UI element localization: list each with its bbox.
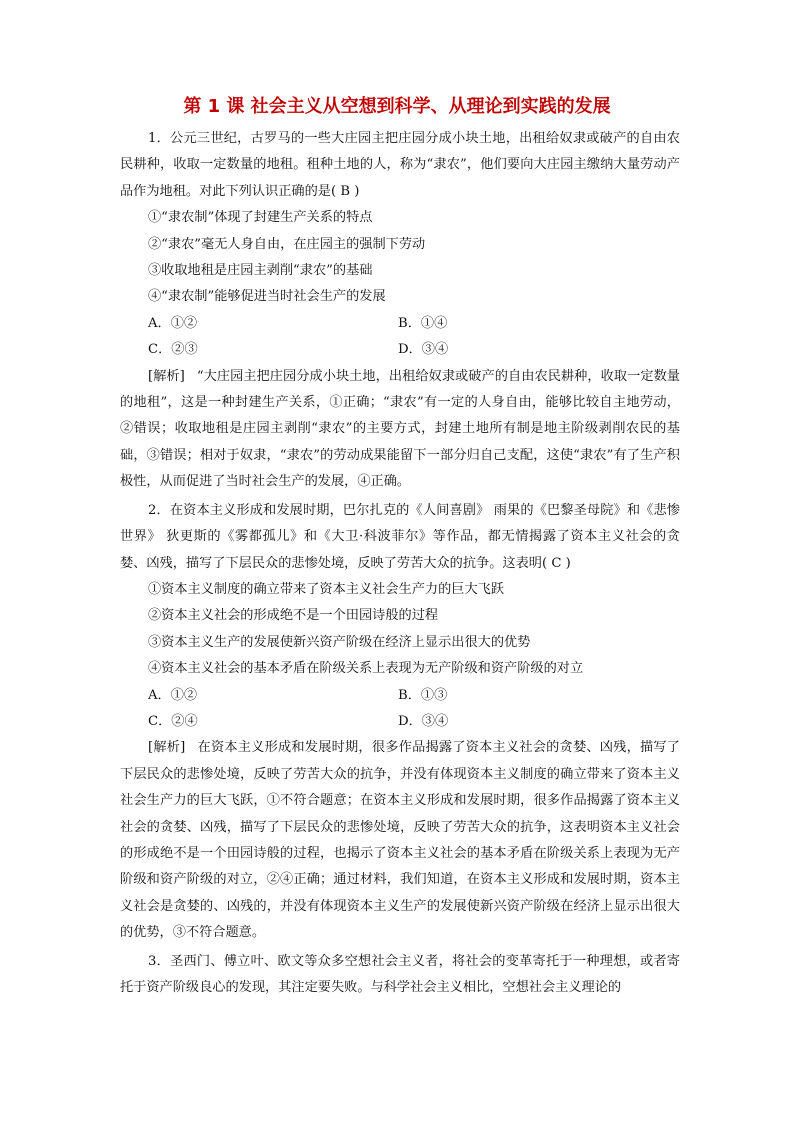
choice-d: D．③④ bbox=[398, 713, 449, 729]
choice-row bbox=[120, 683, 680, 709]
choice-row bbox=[120, 311, 680, 337]
choice-a: A．①② bbox=[148, 687, 198, 703]
explanation bbox=[120, 364, 680, 496]
question-stem: 2．在资本主义形成和发展时期，巴尔扎克的《人间喜剧》 雨果的《巴黎圣母院》和《悲惨世界》 狄更斯的《雾都孤儿》和《大卫·科波菲尔》等作品，都无情揭露了资本主义社会的贪婪、凶残，描写了下层民众的悲惨处境，反映了劳苦大众的抗争。这表明( C ) bbox=[120, 502, 680, 571]
choice-d: D．③④ bbox=[398, 342, 449, 358]
choice-b: B．①④ bbox=[398, 315, 448, 331]
statement-item: ②资本主义社会的形成绝不是一个田园诗般的过程 bbox=[148, 608, 439, 624]
question-3 bbox=[120, 949, 680, 1002]
statement-item: ③收取地租是庄园主剥削“隶农”的基础 bbox=[148, 263, 373, 279]
statement-item: ②“隶农”毫无人身自由，在庄园主的强制下劳动 bbox=[148, 236, 426, 252]
choice-c: C．②③ bbox=[148, 342, 198, 358]
statement-item: ①“隶农制”体现了封建生产关系的特点 bbox=[148, 210, 373, 226]
choice-row bbox=[120, 709, 680, 735]
choice-a: A．①② bbox=[148, 315, 198, 331]
question-stem: 3．圣西门、傅立叶、欧文等众多空想社会主义者，将社会的变革寄托于一种理想，或者寄托于资产阶级良心的发现，其注定要失败。与科学社会主义相比，空想社会主义理论的 bbox=[120, 953, 680, 995]
statement-item: ①资本主义制度的确立带来了资本主义社会生产力的巨大飞跃 bbox=[148, 581, 505, 597]
choice-row bbox=[120, 337, 680, 363]
choice-c: C．②④ bbox=[148, 713, 198, 729]
question-2 bbox=[120, 498, 680, 947]
explanation-label: [解析] bbox=[148, 740, 186, 756]
question-1 bbox=[120, 126, 680, 496]
document-body bbox=[120, 126, 680, 1001]
choice-b: B．①③ bbox=[398, 687, 448, 703]
statement-item: ④资本主义社会的基本矛盾在阶级关系上表现为无产阶级和资产阶级的对立 bbox=[148, 661, 584, 677]
statement-item: ④“隶农制”能够促进当时社会生产的发展 bbox=[148, 289, 386, 305]
statement-item: ③资本主义生产的发展使新兴资产阶级在经济上显示出很大的优势 bbox=[148, 634, 531, 650]
question-stem: 1．公元三世纪，古罗马的一些大庄园主把庄园分成小块土地，出租给奴隶或破产的自由农民耕种，收取一定数量的地租。租种土地的人，称为“隶农”，他们要向大庄园主缴纳大量劳动产品作为地租。对此下列认识正确的是( B ) bbox=[120, 131, 680, 199]
page-title: 第 1 课 社会主义从空想到科学、从理论到实践的发展 bbox=[183, 96, 611, 117]
explanation bbox=[120, 735, 680, 946]
explanation-text: 在资本主义形成和发展时期，很多作品揭露了资本主义社会的贪婪、凶残，描写了下层民众的悲惨处境，反映了劳苦大众的抗争，并没有体现资本主义制度的确立带来了资本主义社会生产力的巨大飞跃，①不符合题意；在资本主义形成和发展时期，很多作品揭露了资本主义社会的贪婪、凶残，描写了下层民众的悲惨处境，反映了劳苦大众的抗争，这表明资本主义社会的形成绝不是一个田园诗般的过程，也揭示了资本主义社会的基本矛盾在阶级关系上表现为无产阶级和资产阶级的对立，②④正确；通过材料，我们知道，在资本主义形成和发展时期，资本主义社会是贪婪的、凶残的，并没有体现资本主义生产的发展使新兴资产阶级在经济上显示出很大的优势，③不符合题意。 bbox=[120, 740, 680, 941]
explanation-label: [解析] bbox=[148, 368, 185, 384]
explanation-text: “大庄园主把庄园分成小块土地，出租给奴隶或破产的自由农民耕种，收取一定数量的地租”，这是一种封建生产关系，①正确；“隶农”有一定的人身自由，能够比较自主地劳动，②错误；收取地租是庄园主剥削“隶农”的主要方式，封建土地所有制是地主阶级剥削农民的基础，③错误；相对于奴隶，“隶农”的劳动成果能留下一部分归自己支配，这使“隶农”有了生产积极性，从而促进了当时社会生产的发展，④正确。 bbox=[120, 368, 680, 490]
